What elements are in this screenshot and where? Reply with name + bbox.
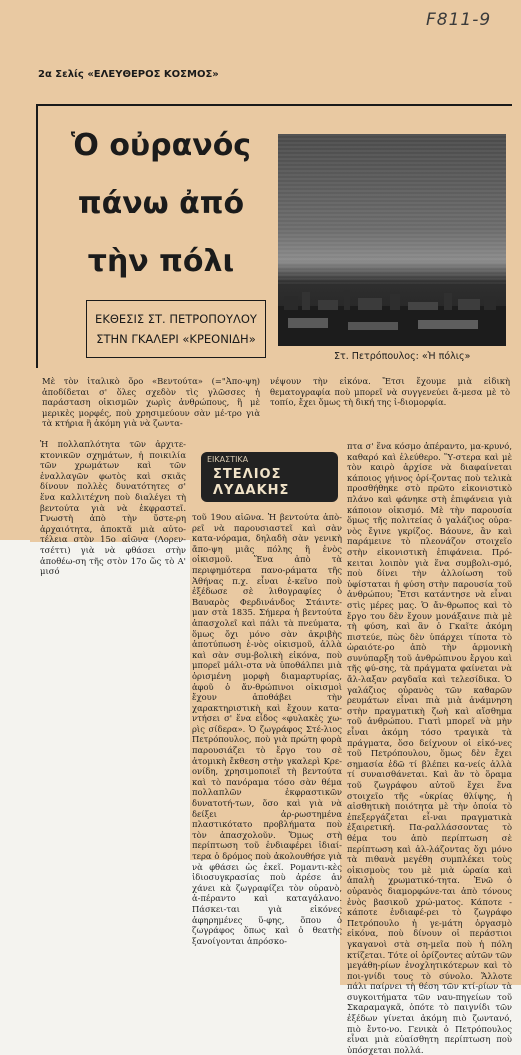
section-tag: ΕΙΚΑΣΤΙΚΑ xyxy=(207,455,249,464)
intro-paragraph-right: νέψουν τὴν εἰκόνα. Ἔτσι ἔχουμε μιὰ εἰδικὴ θεματογραφία ποὺ μπορεῖ νὰ συγγενεύει ἄ-μεσα μὲ τὸ τοπίο, ἔχει ὅμως τὴ δική της ἰ-διομορφία. xyxy=(270,376,510,408)
headline-line-3: τὴν πόλι xyxy=(87,244,235,279)
exhibition-box xyxy=(86,300,266,358)
handwritten-note: F811-9 xyxy=(426,10,492,30)
photo-sky xyxy=(278,134,506,284)
article-column-1: Ἡ πολλαπλότητα τῶν ἀρχιτε-κτονικῶν σχημάτων, ἡ ποικιλία τῶν χρωμάτων καὶ τῶν ἐναλλαγῶν φωτὸς καὶ σκιᾶς δίνουν πολλὲς δυνατότητες σ' ἕνα καλλιτέχνη ποὺ διαλέγει τὴ βεντούτα γιὰ νὰ ἐκφραστεῖ. Γνωστὴ ἀπὸ τὴν ὕστε-ρη ἀρχαιότητα, ἀποκτᾶ μιὰ αὐτο-τέλεια στὸν 15ο αἰῶνα (Λορεν-τσέττι) γιὰ νὰ φθάσει στὴν ἀποθέω-ση τῆς στὸν 17ο ὥς τὸ Α' μισό xyxy=(40,439,186,577)
author-last-name: ΛΥΔΑΚΗΣ xyxy=(213,483,290,498)
article-column-3: πτα σ' ἕνα κόσμο ἀπέραντο, μα-κρυνό, καθαρό καὶ ἐλεύθερο. Ὕ-στερα καὶ μὲ τὸν καιρὸ ἀρχίσε νὰ διαφαίνεται κάποιος γήινος ὁρί-ζοντας ποὺ τελικὰ προσθήθηκε στὸ πρῶτο εἰκονιστικὸ πλάνο καὶ φάνηκε στὴ ἐπιφάνεια γιὰ κάποιον οἰκισμό. Μὲ τὴν παρουσία ὅμως τῆς πολιτείας ὁ γαλάζιος οὐρα-νὸς ἔγινε γκρίζος. Βάουνε, ἂν καὶ παράμεινε τὸ πλεονάζον στοιχεῖο στὴν εἰκονιστικὴ ἐπιφάνεια. Πρό-κειται λοιπὸν γιὰ ἕνα συμβολι-σμό, ποὺ δίνει τὴν ἀλλοίωση τοῦ ὑφίσταται ἡ φύση στὴν παρουσία τοῦ ἀνθρώπου; Ἔτσι κατάντησε νὰ εἶναι στὶς μέρες μας. Ὁ ἄν-θρωπος καὶ τὸ ἔργο του δὲν ἔχουν μονάξαινε πιὰ μὲ τὴ φύση, καὶ ἂν ὁ Γκαῖτε ἀκόμη πιστεύε, πὼς δὲν ὑπάρχει τίποτα τὸ ὡραιότε-ρο ἀπὸ τὴν ἁρμονικὴ συνύπαρξη τοῦ ἀνθρώπινου ἔργου καὶ τῆς φύ-σης, τὰ πράγματα φαίνεται νὰ ἄλ-λαξαν ραγδαῖα καὶ τελεσίδικα. Ὁ γαλάζιος οὐρανὸς τῶν καθαρῶν ρευμάτων εἶναι πιὰ μιὰ ἀνάμνηση στὴν πραγματικὴ ζωὴ καὶ αἴσθημα τοῦ ἀνθρώπου. Γιατὶ μπορεῖ νὰ μὴν εἶναι ἀκόμη τόσο τραγικὰ τὰ πράγματα, ὅσο δείχνουν οἱ εἰκό-νες τοῦ Πετρόπουλου, ὅμως δὲν ἔχει σημασία ἐδῶ τί βλέπει κα-νείς ἀλλὰ τί συναισθάνεται. Καὶ ἂν τὸ ὅραμα τοῦ ζωγράφου αὐτοῦ ἔχει ἕνα στοιχεῖο τῆς «ὑκρίας θλίψης, ἡ αἰσθητικὴ ποιότητα μὲ τὴν ὁποία τὸ ἐπεξεργάζεται εἶ-ναι πραγματικὰ ἐξαιρετική. Πα-ραλλάσσοντας τὸ θέμα του ἀπὸ περίπτωση σὲ περίπτωση καὶ ἀλ-λάζοντας ὅχι μόνο τὰ πιθανὰ μεγέθη συμπλέκει τοὺς οἰκισμοὺς του μὲ μιὰ ὡραία καὶ ἀπαλὴ χρωματικό-τητα. Ἐνῶ ὁ οὐρανὸς διαμορφώνε-ται ἀπὸ τόνους ἐνὸς βασικοῦ χρώ-ματος. Κάποτε - κάποτε ἐνδιαφέ-ρει τὸ ζωγράφο Πετρόπουλο ἡ γε-μάτη ὀργασμὸ εἰκόνα, ποὺ δίνουν οἱ περάστιοι γκαγανοὶ στὰ ση-μεῖα ποὺ ἡ πόλη κτίζεται. Τότε οἱ ὁρίζοντες αὐτῶν τῶν μεγάθη-ρίων ἐνοχλητικότερων καὶ τὸ ποι-γνίδι τους τὸ σύνολο. Ἄλλοτε πάλι παίρνει τὴ θέση τῶν κτί-ρίων τὰ συγκοιτήματα τῶν ναυ-πηγείων τοῦ Σκαραμαγκᾶ, ὁπότε τὸ παιγνίδι τῶν ἐξέδων γίνεται ἀκόμη πιὸ ζωντανό, πιὸ ἔντο-νο. Γενικὰ ὁ Πετρόπουλος εἶναι μιὰ εὐαίσθητη περίπτωση ποὺ ὑπόσχεται πολλά. xyxy=(347,441,512,1055)
intro-paragraph-left: Μὲ τὸν ἰταλικὸ ὅρο «Βεντούτα» (="Ἀπο-ψη) ἀποδίδεται σ' ὅλες σχεδὸν τὶς γλῶσσες ἡ παράσταση οἰκισμῶν χωρὶς ἀνθρώπους, ἢ μὲ μερικὲς μορφές, ποὺ χρησιμεύουν σὰν μέ-τρο γιὰ τὰ κτήρια ἢ ἀκόμη γιὰ νὰ ζωντα- xyxy=(42,376,260,429)
article-column-2: τοῦ 19ου αἰῶνα. Ἡ βεντούτα ἀπὸ-ρεῖ νὰ παρουσιαστεῖ καὶ σὰν κατα-νόραμα, δηλαδὴ σὰν γενικὴ ἄπο-ψη μιᾶς πόλης ἢ ἑνὸς οἰκισμοῦ. Ἕνα ἀπὸ τὰ περιφημότερα πανο-ράματα τῆς Ἀθήνας π.χ. εἶναι ἐ-κεῖνο ποὺ ἐξέδωσε σὲ λιθογραφίες ὁ Βαυαρὸς Φερδινάνδος Στάιντε-μαν στὰ 1835. Σήμερα ἡ βεντούτα ἀπασχολεῖ καὶ πάλι τὰ πνεύματα, ὅμως ὄχι μόνο σὰν ἀκριβὴς ἀποτύπωση ἑ-νὸς οἰκισμοῦ, ἀλλὰ καὶ σὰν συμ-βολικὴ εἰκόνα, ποὺ μπορεῖ μάλι-στα νὰ ὑποθάλπει μιὰ ὁρισμένη μορφὴ διαμαρτυρίας, ἀφοῦ ὁ ἄν-θρώπινοι οἰκισμοὶ ἔχουν ἀποθάβει τὴν χαρακτηριστικὴ καὶ ἔχουν κατα-ντήσει σ' ἕνα εἶδος «φυλακὲς χω-ρὶς σίδερα». Ὁ ζωγράφος Στέ-λιος Πετρόπουλος, ποὺ γιὰ πρώτη φορὰ παρουσιάζει τὸ ἔργο του σὲ ἀτομικὴ ἔκθεση στὴν γκαλερὶ Κρε-ονίδη, χρησιμοποιεῖ τὴ βεντούτα καὶ τὸ πανόραμα τόσο σὰν θέμα πολλαπλῶν ἐκφραστικῶν δυνατοτή-των, ὅσο καὶ γιὰ νὰ δείξει ἀρ-ρωστημένα πλαστικότατο προβλήματα ποὺ τὸν ἀπασχολοῦν. Ὅμως στὴ περίπτωση τοῦ ἐνδιαφέρει ἰδιαί-τερα ὁ δρόμος ποὺ ἀκολουθήσε γιὰ νὰ φθάσει ὡς ἐκεῖ. Ρομαντι-κὲς ἰδιοσυγκρασίας ποὺ ἀρέσε ἀν χάνει κὰ ζωγραφίζει τὸν οὐρανὸ, ἀ-πέραντο καὶ καταγάλανο. Πάσκει-ται γιὰ εἰκόνες ἀφηρημένες ὕ-φης, ὅπου ὁ ζωγράφος ὅπως καὶ ὁ θεατὴς ξανοίγονται ἀπρόσκο- xyxy=(192,512,342,946)
headline-line-2: πάνω ἀπό xyxy=(77,186,245,221)
cityscape-photo xyxy=(278,134,506,346)
headline-line-1: Ὁ οὐρανός xyxy=(70,128,252,163)
source-line: 2α Σελίς «ΕΛΕΥΘΕΡΟΣ ΚΟΣΜΟΣ» xyxy=(38,69,219,80)
photo-caption: Στ. Πετρόπουλος: «Ἡ πόλις» xyxy=(334,351,471,362)
city-skyline-silhouette xyxy=(278,284,506,346)
exhibition-line-1: ΕΚΘΕΣΙΣ ΣΤ. ΠΕΤΡΟΠΟΥΛΟΥ xyxy=(95,312,257,326)
author-first-name: ΣΤΕΛΙΟΣ xyxy=(213,467,282,482)
author-byline-box xyxy=(201,452,338,502)
exhibition-line-2: ΣΤΗΝ ΓΚΑΛΕΡΙ «ΚΡΕΟΝΙΔΗ» xyxy=(96,332,256,346)
